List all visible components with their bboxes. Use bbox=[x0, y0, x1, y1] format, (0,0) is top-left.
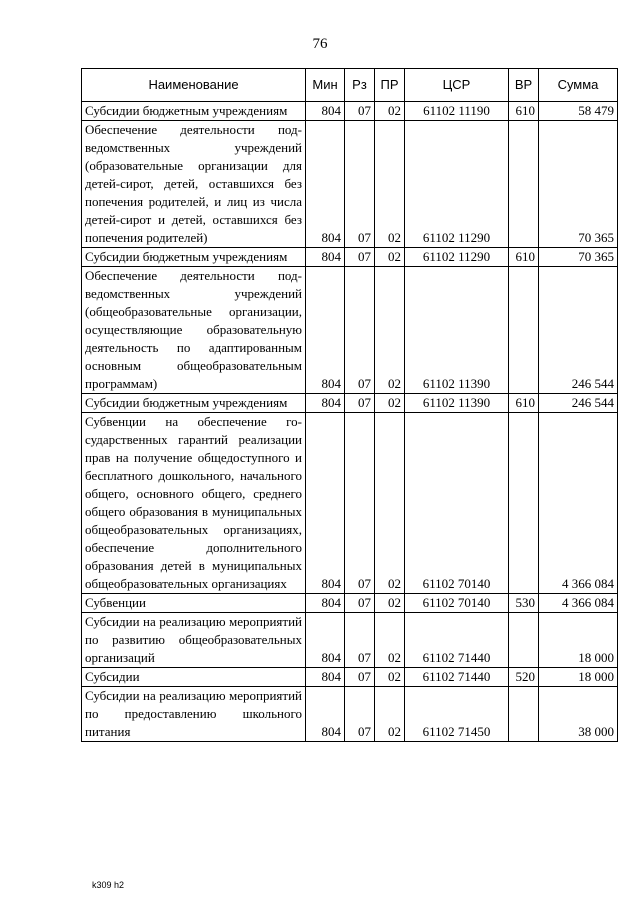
cell-min: 804 bbox=[306, 102, 345, 121]
cell-vr: 610 bbox=[509, 248, 539, 267]
cell-sum: 246 544 bbox=[539, 394, 618, 413]
cell-vr: 520 bbox=[509, 668, 539, 687]
cell-csr: 61102 11190 bbox=[405, 102, 509, 121]
table-header-row bbox=[82, 69, 618, 102]
cell-vr: 530 bbox=[509, 594, 539, 613]
header-sum: Сумма bbox=[539, 69, 618, 102]
cell-rz: 07 bbox=[345, 687, 375, 742]
cell-name: Субсидии на реализацию мероприятий по предоставлению школьного питания bbox=[82, 687, 306, 742]
cell-pr: 02 bbox=[375, 248, 405, 267]
header-name: Наименование bbox=[82, 69, 306, 102]
header-pr: ПР bbox=[375, 69, 405, 102]
table-row bbox=[82, 267, 618, 394]
cell-vr bbox=[509, 413, 539, 594]
cell-name: Субсидии bbox=[82, 668, 306, 687]
header-rz: Рз bbox=[345, 69, 375, 102]
cell-vr bbox=[509, 687, 539, 742]
table-row bbox=[82, 248, 618, 267]
cell-sum: 58 479 bbox=[539, 102, 618, 121]
cell-vr bbox=[509, 267, 539, 394]
cell-csr: 61102 11390 bbox=[405, 394, 509, 413]
table-row bbox=[82, 687, 618, 742]
table-row bbox=[82, 102, 618, 121]
cell-pr: 02 bbox=[375, 267, 405, 394]
page-number: 76 bbox=[312, 36, 328, 52]
budget-table bbox=[81, 68, 618, 742]
cell-rz: 07 bbox=[345, 668, 375, 687]
cell-csr: 61102 11290 bbox=[405, 248, 509, 267]
cell-rz: 07 bbox=[345, 121, 375, 248]
cell-pr: 02 bbox=[375, 121, 405, 248]
cell-rz: 07 bbox=[345, 248, 375, 267]
table-row bbox=[82, 668, 618, 687]
cell-rz: 07 bbox=[345, 267, 375, 394]
header-vr: ВР bbox=[509, 69, 539, 102]
cell-pr: 02 bbox=[375, 668, 405, 687]
cell-vr: 610 bbox=[509, 394, 539, 413]
cell-pr: 02 bbox=[375, 413, 405, 594]
cell-min: 804 bbox=[306, 687, 345, 742]
cell-name: Обеспечение деятельности подведомственных учреждений (образовательные организации для детей-сирот, детей, оставшихся без попечения родителей, и лиц из числа детей-сирот и детей, оставшихся без попечения родителей) bbox=[82, 121, 306, 248]
table-row bbox=[82, 121, 618, 248]
cell-sum: 246 544 bbox=[539, 267, 618, 394]
table-row bbox=[82, 413, 618, 594]
cell-pr: 02 bbox=[375, 613, 405, 668]
cell-name: Субсидии бюджетным учреждениям bbox=[82, 248, 306, 267]
cell-name: Обеспечение деятельности подведомственных учреждений (общеобразовательные организации, осуществляющие образовательную деятельность по адаптированным основным общеобразовательным программам) bbox=[82, 267, 306, 394]
cell-sum: 4 366 084 bbox=[539, 413, 618, 594]
cell-min: 804 bbox=[306, 394, 345, 413]
table-row bbox=[82, 594, 618, 613]
cell-pr: 02 bbox=[375, 687, 405, 742]
cell-sum: 18 000 bbox=[539, 668, 618, 687]
cell-sum: 18 000 bbox=[539, 613, 618, 668]
cell-rz: 07 bbox=[345, 102, 375, 121]
cell-name: Субсидии бюджетным учреждениям bbox=[82, 394, 306, 413]
cell-rz: 07 bbox=[345, 613, 375, 668]
cell-name: Субсидии бюджетным учреждениям bbox=[82, 102, 306, 121]
cell-sum: 70 365 bbox=[539, 248, 618, 267]
cell-vr bbox=[509, 613, 539, 668]
cell-min: 804 bbox=[306, 248, 345, 267]
cell-sum: 38 000 bbox=[539, 687, 618, 742]
cell-csr: 61102 71440 bbox=[405, 613, 509, 668]
cell-csr: 61102 11390 bbox=[405, 267, 509, 394]
cell-rz: 07 bbox=[345, 394, 375, 413]
cell-name: Субвенции на обеспечение государственных гарантий реализации прав на получение общедоступного и бесплатного дошкольного, начального общего, основного общего, среднего общего образования в муниципальных общеобразовательных организациях, обеспечение дополнительного образования детей в муниципальных общеобразовательных организациях bbox=[82, 413, 306, 594]
cell-csr: 61102 11290 bbox=[405, 121, 509, 248]
cell-min: 804 bbox=[306, 413, 345, 594]
cell-rz: 07 bbox=[345, 413, 375, 594]
footer-code: k309 h2 bbox=[92, 880, 125, 890]
table-row bbox=[82, 613, 618, 668]
cell-min: 804 bbox=[306, 121, 345, 248]
table-row bbox=[82, 394, 618, 413]
cell-rz: 07 bbox=[345, 594, 375, 613]
cell-pr: 02 bbox=[375, 102, 405, 121]
cell-vr: 610 bbox=[509, 102, 539, 121]
cell-vr bbox=[509, 121, 539, 248]
cell-csr: 61102 71450 bbox=[405, 687, 509, 742]
cell-csr: 61102 70140 bbox=[405, 594, 509, 613]
cell-pr: 02 bbox=[375, 394, 405, 413]
cell-name: Субвенции bbox=[82, 594, 306, 613]
cell-sum: 70 365 bbox=[539, 121, 618, 248]
header-min: Мин bbox=[306, 69, 345, 102]
header-csr: ЦСР bbox=[405, 69, 509, 102]
cell-min: 804 bbox=[306, 267, 345, 394]
cell-name: Субсидии на реализацию мероприятий по развитию общеобразовательных организаций bbox=[82, 613, 306, 668]
cell-pr: 02 bbox=[375, 594, 405, 613]
cell-min: 804 bbox=[306, 668, 345, 687]
cell-min: 804 bbox=[306, 594, 345, 613]
cell-min: 804 bbox=[306, 613, 345, 668]
cell-csr: 61102 70140 bbox=[405, 413, 509, 594]
cell-csr: 61102 71440 bbox=[405, 668, 509, 687]
cell-sum: 4 366 084 bbox=[539, 594, 618, 613]
